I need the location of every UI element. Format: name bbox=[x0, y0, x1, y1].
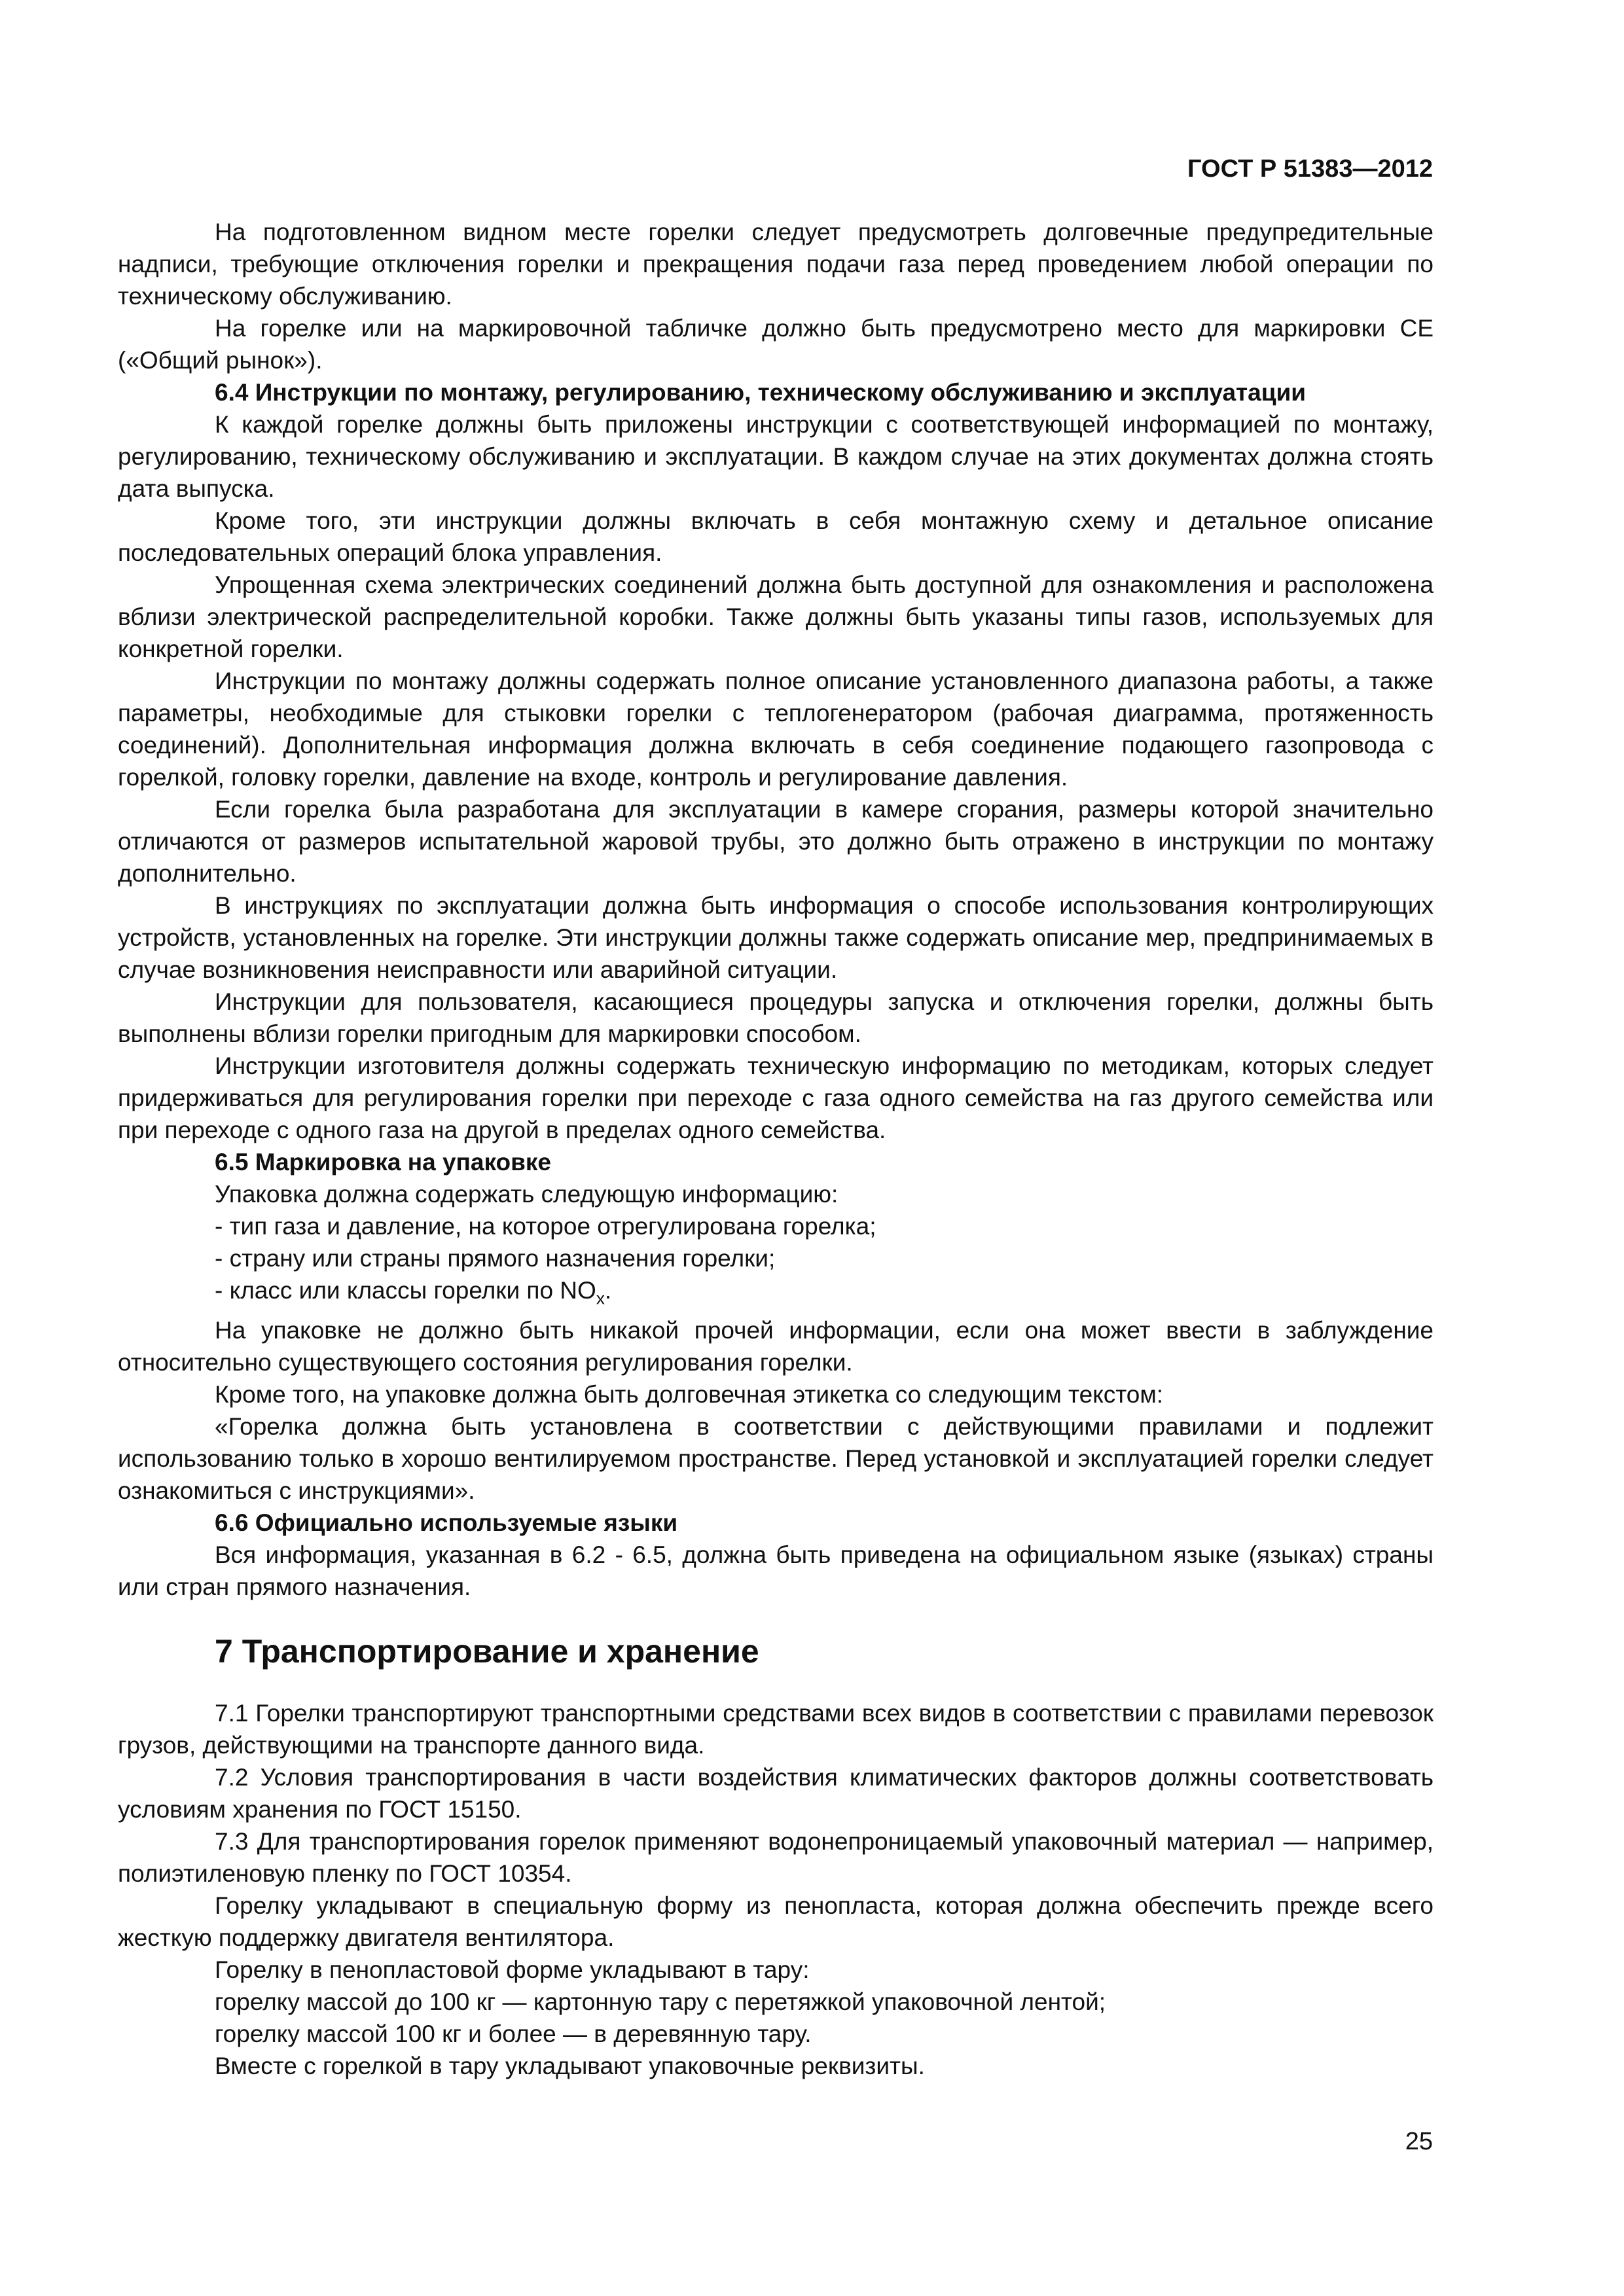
paragraph: Инструкции для пользователя, касающиеся процедуры запуска и отключения горелки, должны быть выполнены вблизи горелки пригодным для маркировки способом. bbox=[118, 988, 1434, 1047]
paragraph: Кроме того, на упаковке должна быть долговечная этикетка со следующим текстом: bbox=[215, 1381, 1164, 1408]
paragraph: Упрощенная схема электрических соединений должна быть доступной для ознакомления и расположена вблизи электрической распределительной коробки. Также должны быть указаны типы газов, используемых для конкретной горелки. bbox=[118, 571, 1434, 662]
paragraph: Инструкции изготовителя должны содержать техническую информацию по методикам, которых следует придерживаться для регулирования горелки при переходе с газа одного семейства на газ другого семейства или при переходе с одного газа на другой в пределах одного семейства. bbox=[118, 1052, 1434, 1143]
paragraph: Упаковка должна содержать следующую информацию: bbox=[215, 1181, 839, 1208]
paragraph: 7.3 Для транспортирования горелок применяют водонепроницаемый упаковочный материал — например, полиэтиленовую пленку по ГОСТ 10354. bbox=[118, 1828, 1434, 1888]
list-item bbox=[118, 1274, 1434, 1314]
paragraph: Если горелка была разработана для эксплуатации в камере сгорания, размеры которой значительно отличаются от размеров испытательной жаровой трубы, это должно быть отражено в инструкции по монтажу дополнительно. bbox=[118, 796, 1434, 887]
paragraph: 7.2 Условия транспортирования в части воздействия климатических факторов должны соответствовать условиям хранения по ГОСТ 15150. bbox=[118, 1764, 1434, 1823]
paragraph: Кроме того, эти инструкции должны включать в себя монтажную схему и детальное описание последовательных операций блока управления. bbox=[118, 507, 1434, 566]
section-heading-6-4: 6.4 Инструкции по монтажу, регулированию, техническому обслуживанию и эксплуатации bbox=[215, 379, 1306, 406]
quotation: «Горелка должна быть установлена в соответствии с действующими правилами и подлежит использованию только в хорошо вентилируемом пространстве. Перед установкой и эксплуатацией горелки следует ознакомиться с инструкциями». bbox=[118, 1413, 1434, 1505]
chapter-heading-7: 7 Транспортирование и хранение bbox=[215, 1633, 759, 1670]
document-body bbox=[118, 216, 1434, 2082]
paragraph: В инструкциях по эксплуатации должна быть информация о способе использования контролирующих устройств, установленных на горелке. Эти инструкции должны также содержать описание мер, предпринимаемых в случае возникновения неисправности или аварийной ситуации. bbox=[118, 892, 1434, 983]
list-item-end: . bbox=[604, 1277, 612, 1304]
section-heading-6-5: 6.5 Маркировка на упаковке bbox=[215, 1149, 551, 1175]
list-item: - тип газа и давление, на которое отрегулирована горелка; bbox=[215, 1213, 876, 1240]
paragraph: Горелку в пенопластовой форме укладывают в тару: bbox=[215, 1956, 810, 1984]
subscript-x: x bbox=[596, 1288, 605, 1308]
page-number: 25 bbox=[1405, 2128, 1433, 2155]
paragraph: Инструкции по монтажу должны содержать полное описание установленного диапазона работы, а также параметры, необходимые для стыковки горелки с теплогенератором (рабочая диаграмма, протяженность соединений). Дополнительная информация должна включать в себя соединение подающего газопровода с горелкой, головку горелки, давление на входе, контроль и регулирование давления. bbox=[118, 668, 1434, 791]
paragraph: На упаковке не должно быть никакой прочей информации, если она может ввести в заблуждение относительно существующего состояния регулирования горелки. bbox=[118, 1317, 1434, 1376]
list-item: горелку массой 100 кг и более — в деревянную тару. bbox=[215, 2020, 812, 2048]
paragraph: К каждой горелке должны быть приложены инструкции с соответствующей информацией по монтажу, регулированию, техническому обслуживанию и эксплуатации. В каждом случае на этих документах должна стоять дата выпуска. bbox=[118, 411, 1434, 502]
section-heading-6-6: 6.6 Официально используемые языки bbox=[215, 1509, 678, 1537]
list-item: горелку массой до 100 кг — картонную тару с перетяжкой упаковочной лентой; bbox=[215, 1988, 1106, 2016]
paragraph: Горелку укладывают в специальную форму из пенопласта, которая должна обеспечить прежде всего жесткую поддержку двигателя вентилятора. bbox=[118, 1892, 1434, 1952]
paragraph: Вся информация, указанная в 6.2 - 6.5, должна быть приведена на официальном языке (языках) страны или стран прямого назначения. bbox=[118, 1541, 1434, 1601]
paragraph: 7.1 Горелки транспортируют транспортными средствами всех видов в соответствии с правилами перевозок грузов, действующими на транспорте данного вида. bbox=[118, 1700, 1434, 1759]
paragraph: Вместе с горелкой в тару укладывают упаковочные реквизиты. bbox=[215, 2053, 925, 2080]
list-item-text: - класс или классы горелки по NO bbox=[215, 1277, 596, 1304]
list-item: - страну или страны прямого назначения горелки; bbox=[215, 1245, 776, 1272]
paragraph: На подготовленном видном месте горелки следует предусмотреть долговечные предупредительные надписи, требующие отключения горелки и прекращения подачи газа перед проведением любой операции по техническому обслуживанию. bbox=[118, 219, 1434, 310]
paragraph: На горелке или на маркировочной табличке должно быть предусмотрено место для маркировки СЕ («Общий рынок»). bbox=[118, 315, 1434, 374]
document-number: ГОСТ Р 51383—2012 bbox=[1187, 155, 1433, 183]
